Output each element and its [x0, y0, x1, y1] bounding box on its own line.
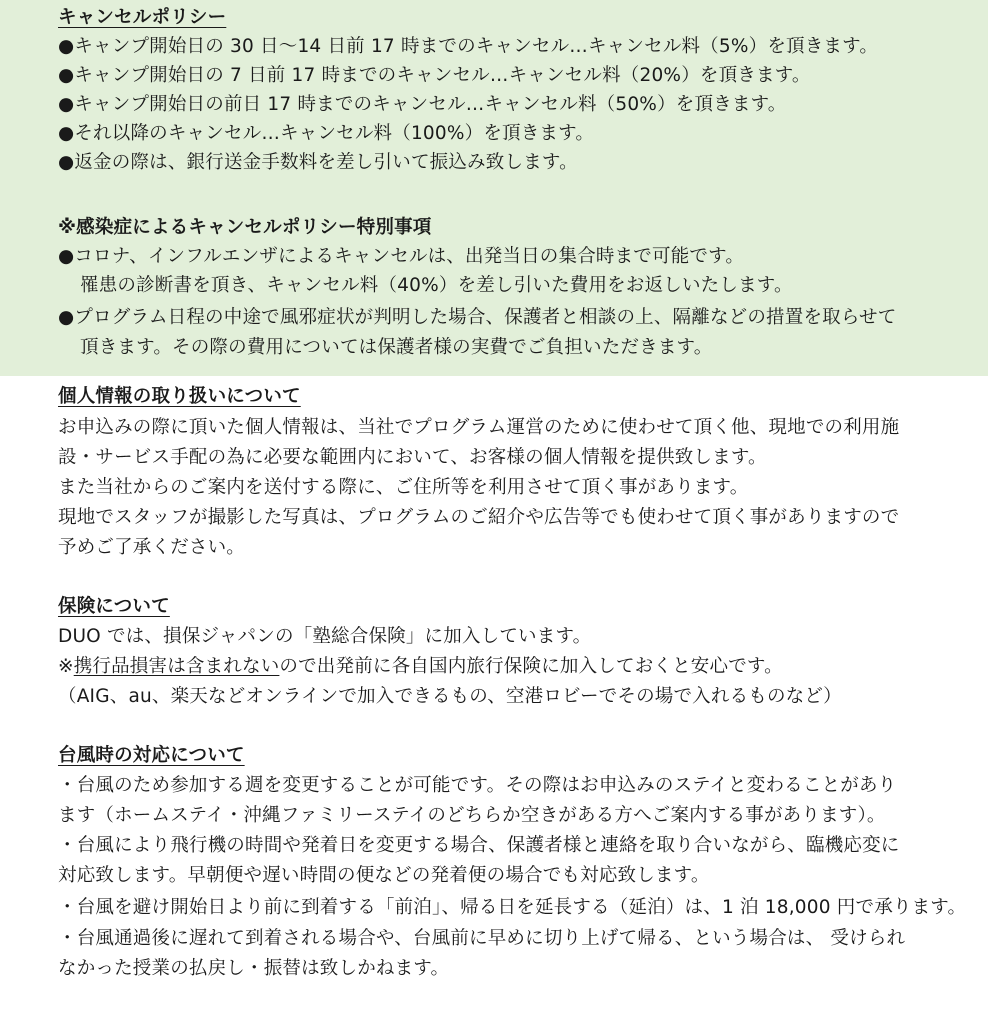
cancel-policy-heading: キャンセルポリシー — [58, 7, 227, 28]
typhoon-line: なかった授業の払戻し・振替は致しかねます。 — [58, 958, 450, 979]
typhoon-line: ・台風通過後に遅れて到着される場合や、台風前に早めに切り上げて帰る、という場合は、 受けられ — [58, 928, 906, 949]
cancel-item: ●返金の際は、銀行送金手数料を差し引いて振込み致します。 — [58, 152, 578, 173]
typhoon-heading: 台風時の対応について — [58, 745, 245, 766]
typhoon-line: ・台風により飛行機の時間や発着日を変更する場合、保護者様と連絡を取り合いながら、臨機応変に — [58, 835, 900, 856]
privacy-line: 現地でスタッフが撮影した写真は、プログラムのご紹介や広告等でも使わせて頂く事がありますので — [58, 507, 900, 528]
insurance-note-suffix: ので出発前に各自国内旅行保険に加入しておくと安心です。 — [279, 656, 783, 677]
cancel-item: ●キャンプ開始日の 7 日前 17 時までのキャンセル…キャンセル料（20%）を頂きます。 — [58, 65, 811, 86]
special-item: 罹患の診断書を頂き、キャンセル料（40%）を差し引いた費用をお返しいたします。 — [80, 275, 793, 296]
insurance-line: （AIG、au、楽天などオンラインで加入できるもの、空港ロビーでその場で入れるものなど） — [58, 686, 842, 707]
typhoon-line: ・台風を避け開始日より前に到着する「前泊」、帰る日を延長する（延泊）は、1 泊 18,000 円で承ります。 — [58, 897, 967, 918]
privacy-line: お申込みの際に頂いた個人情報は、当社でプログラム運営のために使わせて頂く他、現地での利用施 — [58, 417, 900, 438]
privacy-line: 予めご了承ください。 — [58, 537, 246, 558]
typhoon-line: ます（ホームステイ・沖縄ファミリーステイのどちらか空きがある方へご案内する事があります）。 — [58, 805, 886, 826]
insurance-line: DUO では、損保ジャパンの「塾総合保険」に加入しています。 — [58, 626, 592, 647]
cancel-item: ●キャンプ開始日の 30 日〜14 日前 17 時までのキャンセル…キャンセル料（5%）を頂きます。 — [58, 36, 879, 57]
cancel-item: ●それ以降のキャンセル…キャンセル料（100%）を頂きます。 — [58, 123, 595, 144]
special-policy-heading: ※感染症によるキャンセルポリシー特別事項 — [58, 217, 432, 238]
privacy-heading: 個人情報の取り扱いについて — [58, 386, 301, 407]
privacy-line: また当社からのご案内を送付する際に、ご住所等を利用させて頂く事があります。 — [58, 477, 749, 498]
cancel-item: ●キャンプ開始日の前日 17 時までのキャンセル…キャンセル料（50%）を頂きます。 — [58, 94, 787, 115]
special-item: ●コロナ、インフルエンザによるキャンセルは、出発当日の集合時まで可能です。 — [58, 246, 745, 267]
privacy-line: 設・サービス手配の為に必要な範囲内において、お客様の個人情報を提供致します。 — [58, 447, 767, 468]
typhoon-line: 対応致します。早朝便や遅い時間の便などの発着便の場合でも対応致します。 — [58, 865, 710, 886]
special-item: 頂きます。その際の費用については保護者様の実費でご負担いただきます。 — [80, 337, 713, 358]
insurance-heading: 保険について — [58, 596, 170, 617]
insurance-exclusion: 携行品損害は含まれない — [73, 656, 280, 677]
special-item: ●プログラム日程の中途で風邪症状が判明した場合、保護者と相談の上、隔離などの措置を取らせて — [58, 307, 897, 328]
typhoon-line: ・台風のため参加する週を変更することが可能です。その際はお申込みのステイと変わることがあり — [58, 775, 897, 796]
insurance-note-prefix: ※ — [58, 656, 74, 677]
insurance-note — [58, 653, 783, 681]
